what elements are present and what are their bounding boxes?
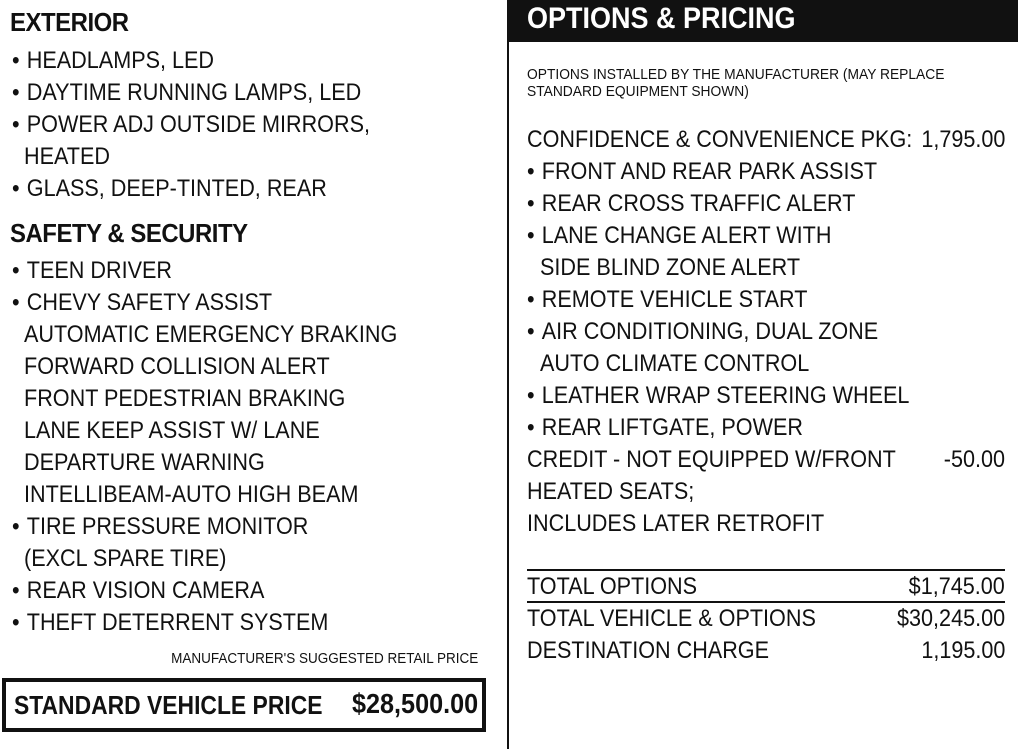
options-header-bar (509, 0, 1018, 42)
safety-item: • TEEN DRIVER (12, 256, 172, 286)
total-options-label: TOTAL OPTIONS (527, 573, 698, 600)
exterior-item: • POWER ADJ OUTSIDE MIRRORS, (12, 110, 370, 140)
safety-subitem: LANE KEEP ASSIST W/ LANE (24, 417, 320, 444)
package-item: • REAR CROSS TRAFFIC ALERT (527, 189, 855, 219)
msrp-label: MANUFACTURER'S SUGGESTED RETAIL PRICE (170, 650, 478, 667)
standard-vehicle-price-label: STANDARD VEHICLE PRICE (14, 690, 323, 720)
package-item: • FRONT AND REAR PARK ASSIST (527, 157, 877, 187)
safety-item: • THEFT DETERRENT SYSTEM (12, 608, 328, 638)
exterior-item: • DAYTIME RUNNING LAMPS, LED (12, 78, 361, 108)
package-item: • AIR CONDITIONING, DUAL ZONE (527, 317, 878, 347)
credit-line3: INCLUDES LATER RETROFIT (527, 510, 825, 537)
options-note-line1: OPTIONS INSTALLED BY THE MANUFACTURER (MAY REPLACE (527, 66, 945, 83)
package-item: • REMOTE VEHICLE START (527, 285, 807, 315)
credit-line1: CREDIT - NOT EQUIPPED W/FRONT (527, 446, 896, 473)
credit-line2: HEATED SEATS; (527, 478, 695, 505)
options-note-line2: STANDARD EQUIPMENT SHOWN) (527, 83, 749, 100)
exterior-item: • HEADLAMPS, LED (12, 46, 214, 76)
exterior-item-continued: HEATED (24, 143, 111, 170)
safety-subitem: AUTOMATIC EMERGENCY BRAKING (24, 321, 398, 348)
credit-price: -50.00 (943, 446, 1005, 473)
safety-heading: SAFETY & SECURITY (10, 218, 248, 248)
exterior-item: • GLASS, DEEP-TINTED, REAR (12, 174, 327, 204)
safety-subitem: DEPARTURE WARNING (24, 449, 265, 476)
standard-vehicle-price-value: $28,500.00 (351, 688, 478, 719)
totals-middle-rule (527, 601, 1005, 603)
package-item-continued: AUTO CLIMATE CONTROL (540, 350, 810, 377)
standard-equipment-column (0, 0, 506, 749)
package-item: • LEATHER WRAP STEERING WHEEL (527, 381, 909, 411)
options-title: OPTIONS & PRICING (527, 2, 796, 35)
destination-charge-value: 1,195.00 (920, 637, 1005, 664)
destination-charge-label: DESTINATION CHARGE (527, 637, 770, 664)
safety-item: • TIRE PRESSURE MONITOR (12, 512, 308, 542)
safety-item-continued: (EXCL SPARE TIRE) (24, 545, 227, 572)
safety-item: • CHEVY SAFETY ASSIST (12, 288, 272, 318)
standard-vehicle-price-box (2, 678, 486, 732)
safety-subitem: FORWARD COLLISION ALERT (24, 353, 330, 380)
exterior-heading: EXTERIOR (10, 7, 129, 37)
total-options-value: $1,745.00 (908, 573, 1005, 600)
package-item-continued: SIDE BLIND ZONE ALERT (540, 254, 801, 281)
package-price: 1,795.00 (920, 126, 1005, 153)
totals-top-rule (527, 569, 1005, 571)
safety-subitem: FRONT PEDESTRIAN BRAKING (24, 385, 346, 412)
total-vehicle-value: $30,245.00 (896, 605, 1005, 632)
package-name: CONFIDENCE & CONVENIENCE PKG: (527, 126, 913, 153)
safety-subitem: INTELLIBEAM-AUTO HIGH BEAM (24, 481, 359, 508)
package-item: • LANE CHANGE ALERT WITH (527, 221, 831, 251)
safety-item: • REAR VISION CAMERA (12, 576, 264, 606)
total-vehicle-label: TOTAL VEHICLE & OPTIONS (527, 605, 816, 632)
package-item: • REAR LIFTGATE, POWER (527, 413, 803, 443)
options-pricing-column (509, 0, 1018, 749)
